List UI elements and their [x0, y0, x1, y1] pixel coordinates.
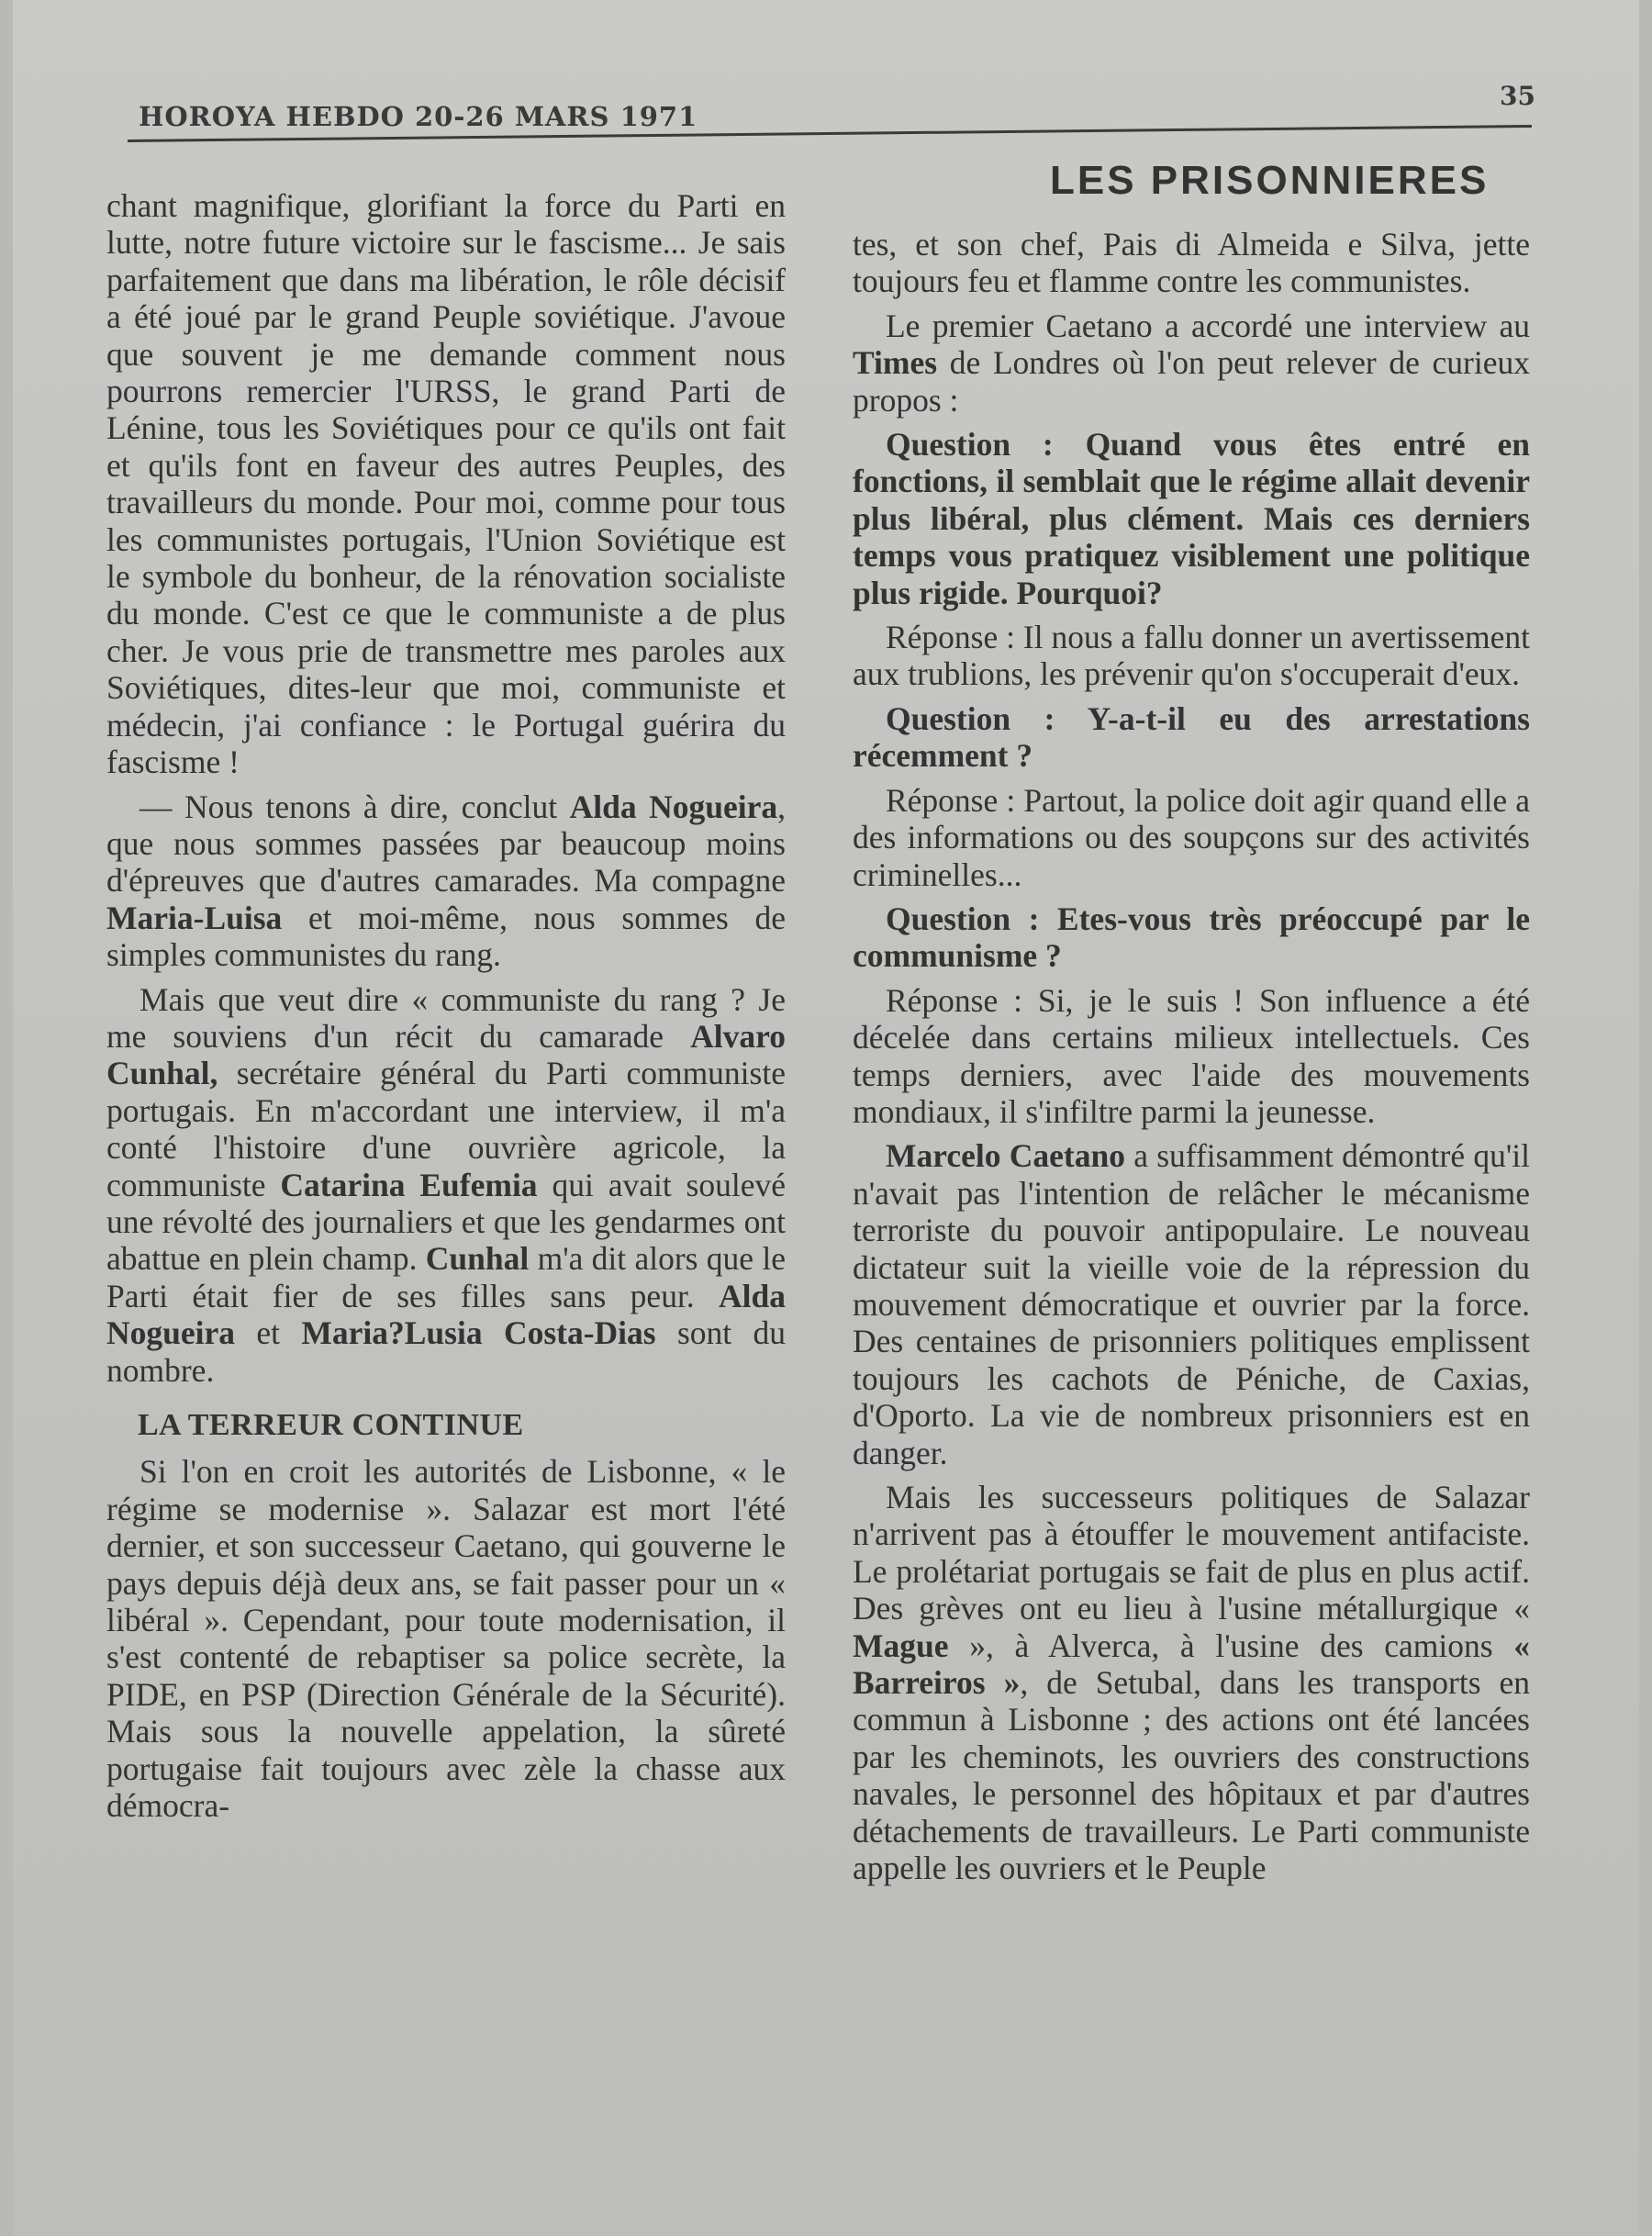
answer-text: Réponse : Il nous a fallu donner un avertissement aux trublions, les prévenir qu'on s'occuperait d'eux. — [853, 619, 1530, 693]
paragraph-text: sont du nombre. — [106, 1314, 787, 1389]
question-label: Question : — [886, 900, 1040, 937]
question-label: Question : — [886, 426, 1054, 464]
paragraph-text: Mais que veut dire « communiste du rang ? Je me souviens d'un récit du camarade — [106, 980, 786, 1055]
factory-name: Mague — [853, 1627, 949, 1664]
publication-title: HOROYA HEBDO 20-26 MARS 1971 — [139, 101, 698, 132]
paragraph-text: a suffisamment démontré qu'il n'avait pas l'intention de relâcher le mécanisme terroriste du pouvoir antipopulaire. Le nouveau dictateur suit la vieille voie de la répression du mouvement démocratique et ouvrier par la force. Des centaines de prisonniers politiques emplissent toujours les cachots de Péniche, de Caxias, d'Oporto. La vie de nombreux prisonniers est en danger. — [853, 1137, 1530, 1471]
interview-question — [853, 426, 1530, 611]
answer-text: Réponse : Partout, la police doit agir quand elle a des informations ou des soupçons sur des activités criminelles... — [853, 781, 1530, 893]
paragraph — [853, 226, 1530, 300]
interview-answer — [853, 982, 1530, 1131]
paragraph-text: , que nous sommes passées par beaucoup moins d'épreuves que d'autres camarades. Ma compagne — [106, 788, 787, 900]
question-text: Y-a-t-il eu des arrestations récemment ? — [853, 699, 1530, 775]
person-name: Alvaro Cunhal, — [106, 1017, 786, 1092]
paragraph-text: Mais les successeurs politiques de Salazar n'arrivent pas à étouffer le mouvement antifaciste. Le prolétariat portugais se fait de plus en plus actif. Des grèves ont eu lieu à l'usine métallurgique « — [853, 1479, 1530, 1627]
question-text: Etes-vous très préoccupé par le communisme ? — [853, 900, 1531, 975]
paragraph — [106, 788, 786, 974]
person-name: Cunhal — [425, 1240, 530, 1278]
paragraph-text: Si l'on en croit les autorités de Lisbonne, « le régime se modernise ». Salazar est mort l'été dernier, et son successeur Caetano, qui gouverne le pays depuis déjà deux ans, se fait passer pour un « libéral ». Cependant, pour toute modernisation, il s'est contenté de rebaptiser sa police secrète, la PIDE, en PSP (Direction Générale de la Sécurité). Mais sous la nouvelle appelation, la sûreté portugaise fait toujours avec zèle la chasse aux démocra- — [106, 1453, 786, 1825]
person-name: Maria-Luisa — [106, 899, 283, 936]
interview-question — [853, 900, 1530, 975]
paragraph-text: secrétaire général du Parti communiste portugais. En m'accordant une interview, il m'a conté l'histoire d'une ouvrière agricole, la communiste — [106, 1055, 786, 1203]
subheading: LA TERREUR CONTINUE — [138, 1408, 524, 1442]
interview-question — [853, 700, 1530, 775]
paragraph-text: — Nous tenons à dire, conclut — [140, 788, 570, 825]
paragraph — [853, 1479, 1530, 1886]
paragraph-text: tes, et son chef, Pais di Almeida e Silva, jette toujours feu et flamme contre les communistes. — [853, 226, 1530, 300]
person-name: Alda Nogueira — [569, 788, 778, 825]
paragraph — [106, 981, 786, 1389]
newspaper-name: Times — [853, 344, 938, 382]
paragraph-text: chant magnifique, glorifiant la force du Parti en lutte, notre future victoire sur le fascisme... Je sais parfaitement que dans ma libération, le rôle décisif a été joué par le grand Peuple soviétique. J'avoue que souvent je me demande comment nous pourrons remercier l'URSS, le grand Parti de Lénine, tous les Soviétiques pour ce qu'ils ont fait et qu'ils font en faveur des autres Peuples, des travailleurs du monde. Pour moi, comme pour tous les communistes portugais, l'Union Soviétique est le symbole du bonheur, de la rénovation socialiste du monde. C'est ce que le communiste a de plus cher. Je vous prie de transmettre mes paroles aux Soviétiques, dites-leur que moi, communiste et médecin, j'ai confiance : le Portugal guérira du fascisme ! — [106, 187, 786, 781]
person-name: Marcelo Caetano — [886, 1137, 1125, 1175]
interview-answer — [853, 782, 1530, 893]
person-name: Catarina Eufemia — [280, 1166, 538, 1203]
paragraph — [106, 187, 786, 781]
person-name: Maria?Lusia Costa-Dias — [301, 1314, 656, 1352]
paragraph — [853, 307, 1530, 419]
page-header — [128, 72, 1535, 145]
paragraph-text: Le premier Caetano a accordé une interview au — [886, 307, 1530, 344]
interview-answer — [853, 619, 1530, 693]
right-column — [853, 226, 1530, 1894]
factory-name: « Barreiros » — [853, 1627, 1530, 1702]
article-title: LES PRISONNIERES — [1050, 158, 1490, 203]
paragraph-text: et — [235, 1314, 302, 1352]
newspaper-page — [13, 0, 1639, 2236]
answer-text: Réponse : Si, je le suis ! Son influence a été décelée dans certains milieux intellectuels. Ces temps derniers, avec l'aide des mouvements mondiaux, il s'infiltre parmi la jeunesse. — [853, 981, 1530, 1130]
paragraph-text: de Londres où l'on peut relever de curieux propos : — [853, 344, 1530, 419]
page-number: 35 — [1500, 81, 1535, 111]
paragraph — [853, 1137, 1530, 1471]
paragraph-text: », à Alverca, à l'usine des camions — [948, 1627, 1514, 1664]
person-name: Alda Nogueira — [106, 1277, 786, 1352]
paragraph-text: qui avait soulevé une révolté des journaliers et que les gendarmes ont abattue en plein champ. — [106, 1166, 786, 1278]
paragraph-text: , de Setubal, dans les transports en commun à Lisbonne ; des actions ont été lancées par les cheminots, les ouvriers des constructions navales, le personnel des hôpitaux et par d'autres détachements de travailleurs. Le Parti communiste appelle les ouvriers et le Peuple — [853, 1664, 1530, 1887]
paragraph-text: m'a dit alors que le Parti était fier de ses filles sans peur. — [106, 1240, 786, 1314]
left-column — [106, 187, 786, 1831]
paragraph — [106, 1453, 786, 1824]
question-text: Quand vous êtes entré en fonctions, il semblait que le régime allait devenir plus libéral, plus clément. Mais ces derniers temps vous pratiquez visiblement une politique plus rigide. Pourquoi? — [853, 426, 1530, 611]
paragraph-text: et moi-même, nous sommes de simples communistes du rang. — [106, 899, 786, 974]
question-label: Question : — [886, 699, 1055, 737]
